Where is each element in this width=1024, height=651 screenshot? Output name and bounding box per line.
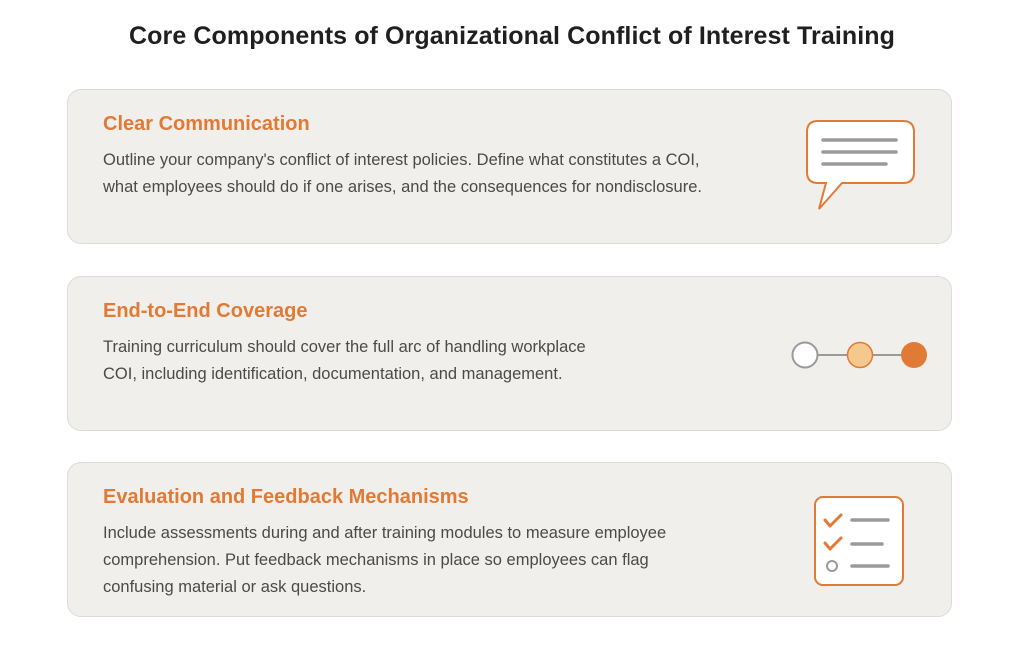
speech-bubble-icon	[806, 120, 918, 212]
card-end-to-end-coverage	[67, 276, 952, 431]
progress-steps-icon	[790, 339, 930, 371]
card-heading: Evaluation and Feedback Mechanisms	[103, 486, 469, 508]
card-heading: Clear Communication	[103, 113, 310, 135]
card-body: Include assessments during and after training modules to measure employee comprehension. Put feedback mechanisms in place so employees can flag confusing material or ask questions.	[103, 524, 667, 596]
card-body: Training curriculum should cover the full arc of handling workplace COI, including identification, documentation, and management.	[103, 338, 586, 383]
checklist-icon	[814, 496, 906, 588]
card-evaluation-feedback	[67, 462, 952, 617]
card-body: Outline your company's conflict of interest policies. Define what constitutes a COI, what employees should do if one arises, and the consequences for nondisclosure.	[103, 151, 702, 196]
card-clear-communication	[67, 89, 952, 244]
card-heading: End-to-End Coverage	[103, 300, 308, 322]
page-title: Core Components of Organizational Conflict of Interest Training	[128, 22, 896, 50]
